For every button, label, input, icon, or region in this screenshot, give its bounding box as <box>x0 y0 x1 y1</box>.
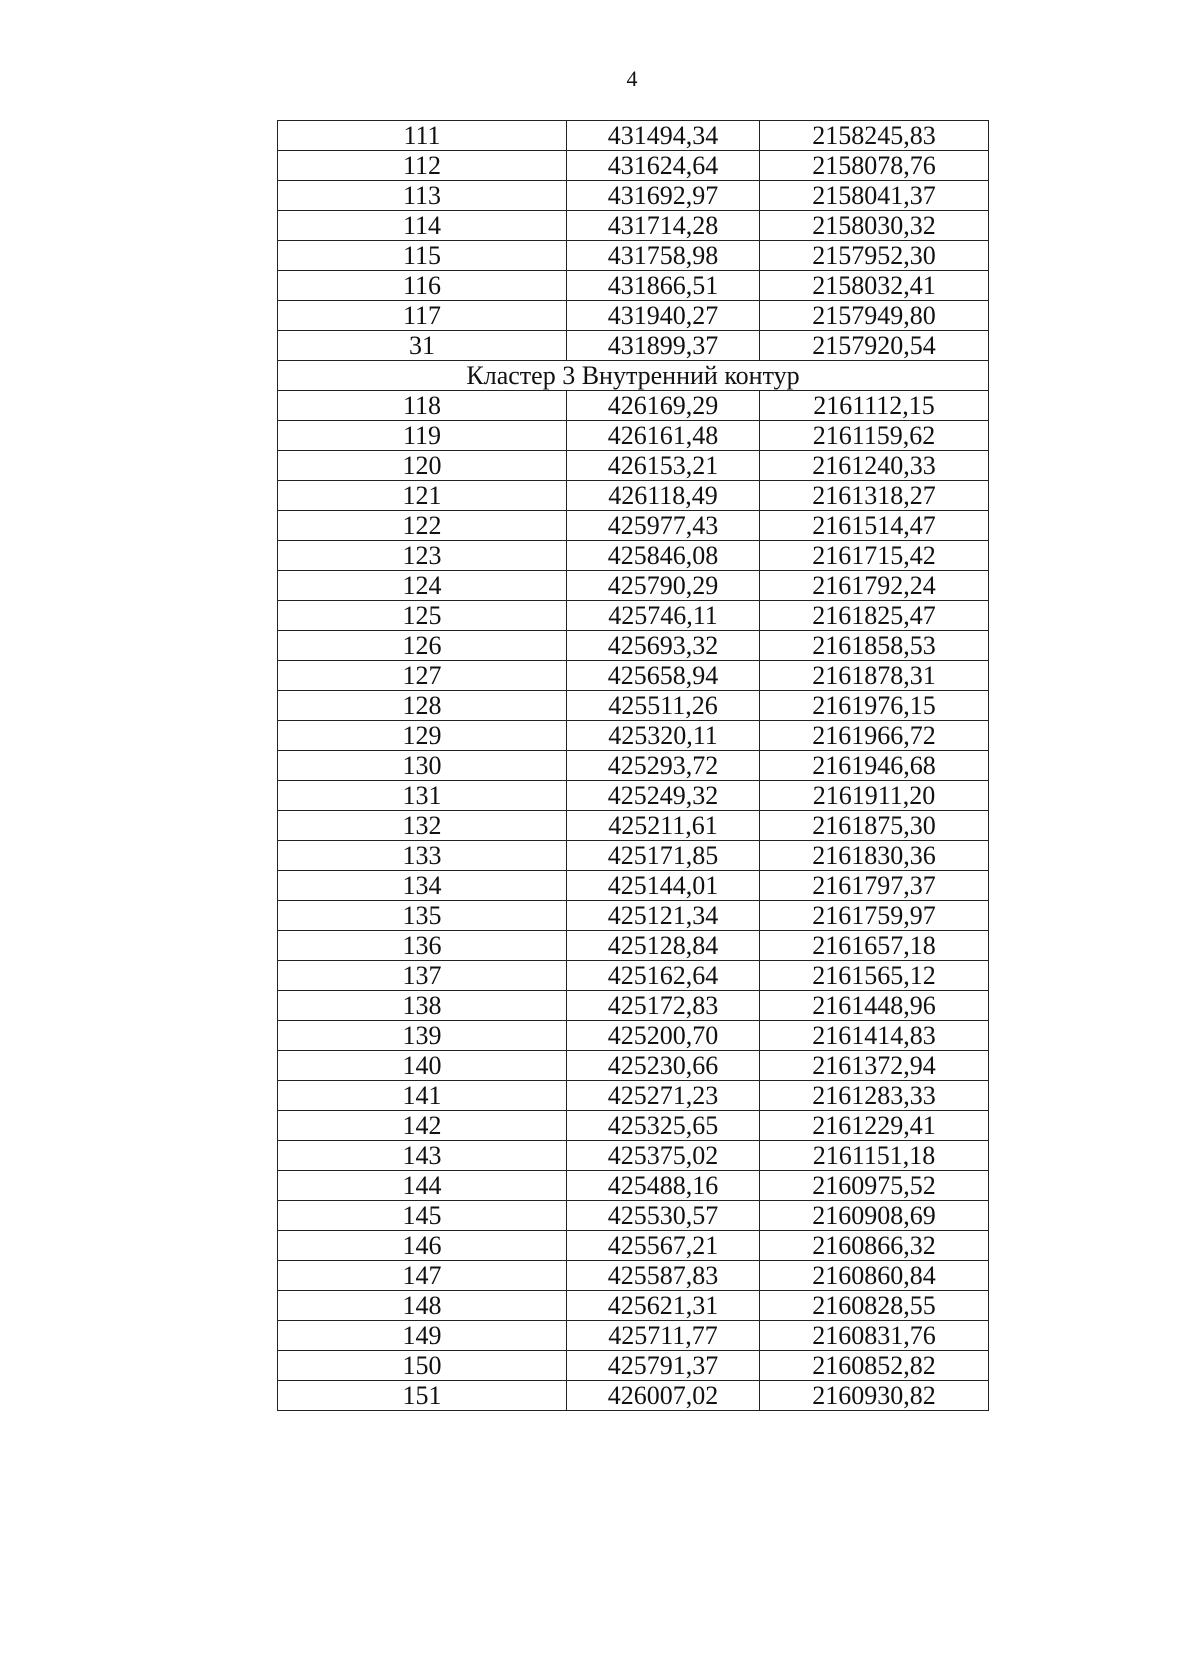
y-coordinate-cell: 2161159,62 <box>760 421 989 451</box>
y-coordinate-cell: 2161657,18 <box>760 931 989 961</box>
point-number-cell: 116 <box>278 271 567 301</box>
y-coordinate-cell: 2161858,53 <box>760 631 989 661</box>
x-coordinate-cell: 426153,21 <box>567 451 760 481</box>
point-number-cell: 141 <box>278 1081 567 1111</box>
y-coordinate-cell: 2158032,41 <box>760 271 989 301</box>
point-number-cell: 124 <box>278 571 567 601</box>
point-number-cell: 144 <box>278 1171 567 1201</box>
table-row <box>278 1261 989 1291</box>
table-row <box>278 1051 989 1081</box>
x-coordinate-cell: 431866,51 <box>567 271 760 301</box>
x-coordinate-cell: 431714,28 <box>567 211 760 241</box>
table-row <box>278 1141 989 1171</box>
x-coordinate-cell: 425293,72 <box>567 751 760 781</box>
x-coordinate-cell: 425530,57 <box>567 1201 760 1231</box>
y-coordinate-cell: 2161283,33 <box>760 1081 989 1111</box>
x-coordinate-cell: 425587,83 <box>567 1261 760 1291</box>
point-number-cell: 145 <box>278 1201 567 1231</box>
x-coordinate-cell: 425144,01 <box>567 871 760 901</box>
y-coordinate-cell: 2161318,27 <box>760 481 989 511</box>
x-coordinate-cell: 431494,34 <box>567 121 760 151</box>
point-number-cell: 147 <box>278 1261 567 1291</box>
point-number-cell: 138 <box>278 991 567 1021</box>
y-coordinate-cell: 2160908,69 <box>760 1201 989 1231</box>
x-coordinate-cell: 425320,11 <box>567 721 760 751</box>
x-coordinate-cell: 426169,29 <box>567 391 760 421</box>
point-number-cell: 126 <box>278 631 567 661</box>
table-row <box>278 1081 989 1111</box>
coordinates-table <box>277 120 989 1411</box>
section-heading: Кластер 3 Внутренний контур <box>278 361 989 391</box>
x-coordinate-cell: 431692,97 <box>567 181 760 211</box>
page-number: 4 <box>626 66 638 91</box>
x-coordinate-cell: 425711,77 <box>567 1321 760 1351</box>
table-row <box>278 1021 989 1051</box>
x-coordinate-cell: 425567,21 <box>567 1231 760 1261</box>
y-coordinate-cell: 2161240,33 <box>760 451 989 481</box>
x-coordinate-cell: 425200,70 <box>567 1021 760 1051</box>
y-coordinate-cell: 2161229,41 <box>760 1111 989 1141</box>
y-coordinate-cell: 2161976,15 <box>760 691 989 721</box>
point-number-cell: 123 <box>278 541 567 571</box>
point-number-cell: 140 <box>278 1051 567 1081</box>
point-number-cell: 142 <box>278 1111 567 1141</box>
x-coordinate-cell: 425249,32 <box>567 781 760 811</box>
point-number-cell: 139 <box>278 1021 567 1051</box>
table-row <box>278 691 989 721</box>
y-coordinate-cell: 2158078,76 <box>760 151 989 181</box>
table-row <box>278 151 989 181</box>
point-number-cell: 115 <box>278 241 567 271</box>
y-coordinate-cell: 2158041,37 <box>760 181 989 211</box>
y-coordinate-cell: 2160831,76 <box>760 1321 989 1351</box>
table-row <box>278 601 989 631</box>
y-coordinate-cell: 2161372,94 <box>760 1051 989 1081</box>
point-number-cell: 122 <box>278 511 567 541</box>
x-coordinate-cell: 425162,64 <box>567 961 760 991</box>
x-coordinate-cell: 431758,98 <box>567 241 760 271</box>
section-heading-row <box>278 361 989 391</box>
x-coordinate-cell: 425746,11 <box>567 601 760 631</box>
point-number-cell: 151 <box>278 1381 567 1411</box>
table-row <box>278 301 989 331</box>
x-coordinate-cell: 425172,83 <box>567 991 760 1021</box>
y-coordinate-cell: 2160866,32 <box>760 1231 989 1261</box>
x-coordinate-cell: 425325,65 <box>567 1111 760 1141</box>
table-row <box>278 511 989 541</box>
point-number-cell: 134 <box>278 871 567 901</box>
point-number-cell: 146 <box>278 1231 567 1261</box>
point-number-cell: 149 <box>278 1321 567 1351</box>
y-coordinate-cell: 2161414,83 <box>760 1021 989 1051</box>
table-row <box>278 1321 989 1351</box>
point-number-cell: 128 <box>278 691 567 721</box>
x-coordinate-cell: 425511,26 <box>567 691 760 721</box>
point-number-cell: 117 <box>278 301 567 331</box>
table-row <box>278 1291 989 1321</box>
point-number-cell: 113 <box>278 181 567 211</box>
table-row <box>278 841 989 871</box>
table-row <box>278 661 989 691</box>
y-coordinate-cell: 2161151,18 <box>760 1141 989 1171</box>
y-coordinate-cell: 2161825,47 <box>760 601 989 631</box>
table-row <box>278 241 989 271</box>
y-coordinate-cell: 2157920,54 <box>760 331 989 361</box>
y-coordinate-cell: 2161715,42 <box>760 541 989 571</box>
y-coordinate-cell: 2161946,68 <box>760 751 989 781</box>
x-coordinate-cell: 425488,16 <box>567 1171 760 1201</box>
point-number-cell: 114 <box>278 211 567 241</box>
point-number-cell: 111 <box>278 121 567 151</box>
y-coordinate-cell: 2160828,55 <box>760 1291 989 1321</box>
x-coordinate-cell: 425375,02 <box>567 1141 760 1171</box>
y-coordinate-cell: 2160852,82 <box>760 1351 989 1381</box>
x-coordinate-cell: 431899,37 <box>567 331 760 361</box>
point-number-cell: 137 <box>278 961 567 991</box>
x-coordinate-cell: 425171,85 <box>567 841 760 871</box>
point-number-cell: 112 <box>278 151 567 181</box>
table-row <box>278 421 989 451</box>
x-coordinate-cell: 425658,94 <box>567 661 760 691</box>
x-coordinate-cell: 425271,23 <box>567 1081 760 1111</box>
y-coordinate-cell: 2158030,32 <box>760 211 989 241</box>
table-row <box>278 1351 989 1381</box>
table-row <box>278 391 989 421</box>
table-row <box>278 811 989 841</box>
table-row <box>278 1381 989 1411</box>
table-row <box>278 751 989 781</box>
y-coordinate-cell: 2161514,47 <box>760 511 989 541</box>
table-row <box>278 331 989 361</box>
point-number-cell: 150 <box>278 1351 567 1381</box>
table-row <box>278 931 989 961</box>
x-coordinate-cell: 426118,49 <box>567 481 760 511</box>
x-coordinate-cell: 431624,64 <box>567 151 760 181</box>
y-coordinate-cell: 2161759,97 <box>760 901 989 931</box>
x-coordinate-cell: 426161,48 <box>567 421 760 451</box>
table-row <box>278 721 989 751</box>
y-coordinate-cell: 2161565,12 <box>760 961 989 991</box>
x-coordinate-cell: 425211,61 <box>567 811 760 841</box>
x-coordinate-cell: 425128,84 <box>567 931 760 961</box>
table-row <box>278 1111 989 1141</box>
table-row <box>278 991 989 1021</box>
table-row <box>278 481 989 511</box>
point-number-cell: 143 <box>278 1141 567 1171</box>
point-number-cell: 125 <box>278 601 567 631</box>
point-number-cell: 131 <box>278 781 567 811</box>
table-row <box>278 451 989 481</box>
table-row <box>278 1201 989 1231</box>
y-coordinate-cell: 2160860,84 <box>760 1261 989 1291</box>
point-number-cell: 130 <box>278 751 567 781</box>
point-number-cell: 119 <box>278 421 567 451</box>
x-coordinate-cell: 425791,37 <box>567 1351 760 1381</box>
y-coordinate-cell: 2157949,80 <box>760 301 989 331</box>
table-row <box>278 541 989 571</box>
point-number-cell: 31 <box>278 331 567 361</box>
table-row <box>278 961 989 991</box>
point-number-cell: 129 <box>278 721 567 751</box>
y-coordinate-cell: 2161448,96 <box>760 991 989 1021</box>
point-number-cell: 133 <box>278 841 567 871</box>
point-number-cell: 135 <box>278 901 567 931</box>
point-number-cell: 120 <box>278 451 567 481</box>
table-row <box>278 901 989 931</box>
table-row <box>278 781 989 811</box>
y-coordinate-cell: 2161966,72 <box>760 721 989 751</box>
table-row <box>278 871 989 901</box>
y-coordinate-cell: 2161792,24 <box>760 571 989 601</box>
table-row <box>278 1171 989 1201</box>
x-coordinate-cell: 425790,29 <box>567 571 760 601</box>
point-number-cell: 136 <box>278 931 567 961</box>
x-coordinate-cell: 431940,27 <box>567 301 760 331</box>
table-row <box>278 631 989 661</box>
x-coordinate-cell: 425846,08 <box>567 541 760 571</box>
y-coordinate-cell: 2160930,82 <box>760 1381 989 1411</box>
x-coordinate-cell: 425693,32 <box>567 631 760 661</box>
y-coordinate-cell: 2161875,30 <box>760 811 989 841</box>
table-row <box>278 571 989 601</box>
y-coordinate-cell: 2161830,36 <box>760 841 989 871</box>
y-coordinate-cell: 2161911,20 <box>760 781 989 811</box>
point-number-cell: 118 <box>278 391 567 421</box>
point-number-cell: 148 <box>278 1291 567 1321</box>
y-coordinate-cell: 2161878,31 <box>760 661 989 691</box>
table-row <box>278 1231 989 1261</box>
x-coordinate-cell: 425977,43 <box>567 511 760 541</box>
y-coordinate-cell: 2157952,30 <box>760 241 989 271</box>
y-coordinate-cell: 2160975,52 <box>760 1171 989 1201</box>
table-row <box>278 271 989 301</box>
x-coordinate-cell: 425230,66 <box>567 1051 760 1081</box>
x-coordinate-cell: 426007,02 <box>567 1381 760 1411</box>
y-coordinate-cell: 2161797,37 <box>760 871 989 901</box>
table-row <box>278 211 989 241</box>
coordinates-table-body <box>278 121 989 1411</box>
x-coordinate-cell: 425621,31 <box>567 1291 760 1321</box>
point-number-cell: 127 <box>278 661 567 691</box>
table-row <box>278 121 989 151</box>
point-number-cell: 121 <box>278 481 567 511</box>
y-coordinate-cell: 2161112,15 <box>760 391 989 421</box>
y-coordinate-cell: 2158245,83 <box>760 121 989 151</box>
x-coordinate-cell: 425121,34 <box>567 901 760 931</box>
table-row <box>278 181 989 211</box>
point-number-cell: 132 <box>278 811 567 841</box>
